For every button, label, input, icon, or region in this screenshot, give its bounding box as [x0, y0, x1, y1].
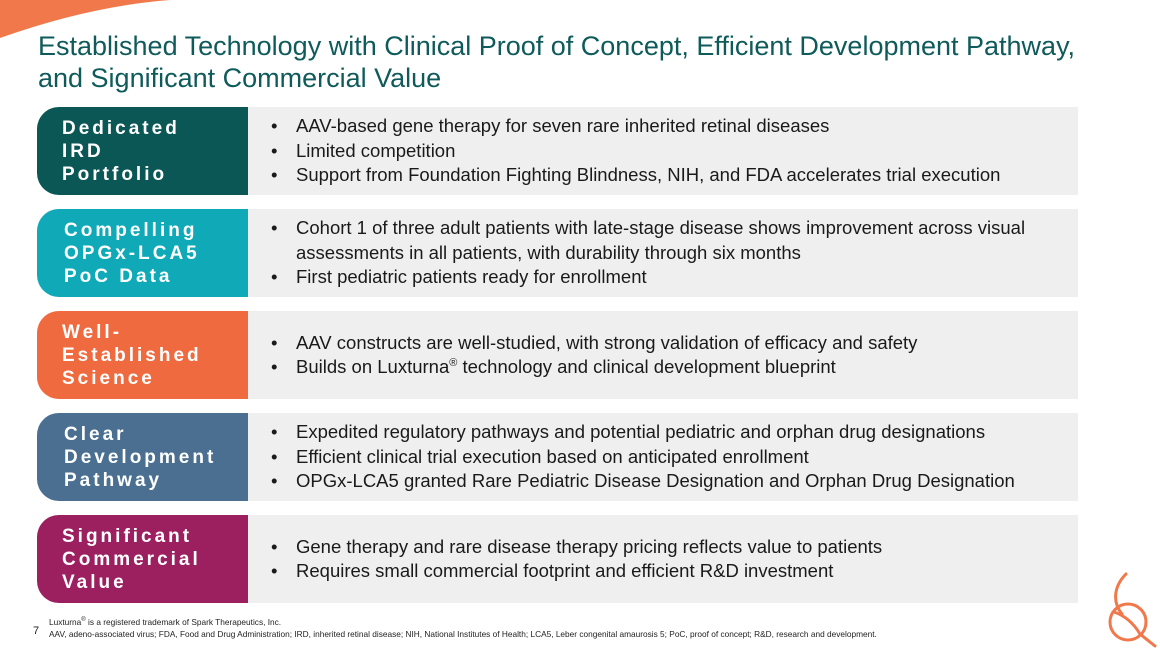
content-panel — [248, 413, 1078, 501]
bullet-item: • Gene therapy and rare disease therapy pricing reflects value to patients — [269, 535, 882, 560]
row-dedicated-ird-portfolio — [37, 107, 1078, 195]
bullet-item: • First pediatric patients ready for enrollment — [269, 265, 1069, 290]
footnote-text: Luxturna — [49, 617, 82, 627]
bullet-item: • Support from Foundation Fighting Blindness, NIH, and FDA accelerates trial execution — [269, 163, 1000, 188]
bullet-text: Builds on Luxturna — [296, 356, 450, 377]
bullet-item: • OPGx-LCA5 granted Rare Pediatric Disease Designation and Orphan Drug Designation — [269, 469, 1015, 494]
label-line: IRD — [62, 140, 104, 162]
swirl-logo-icon — [1100, 572, 1158, 650]
footnotes — [49, 616, 877, 640]
row-well-established-science — [37, 311, 1078, 399]
label-line: Pathway — [64, 469, 163, 491]
content-panel — [248, 209, 1078, 297]
registered-mark: ® — [81, 617, 86, 624]
label-line: OPGx-LCA5 — [64, 242, 200, 264]
label-line: Well- — [62, 321, 123, 343]
label-compelling-poc-data — [37, 209, 248, 297]
content-panel — [248, 515, 1078, 603]
trademark-note — [49, 616, 877, 628]
footnote-text: is a registered trademark of Spark Therapeutics, Inc. — [85, 617, 282, 627]
label-clear-development-pathway — [37, 413, 248, 501]
page-number: 7 — [33, 625, 40, 637]
label-line: Science — [62, 367, 155, 389]
label-dedicated-ird-portfolio — [37, 107, 248, 195]
bullet-item — [269, 355, 917, 380]
bullet-item: • AAV-based gene therapy for seven rare inherited retinal diseases — [269, 114, 1000, 139]
label-line: PoC Data — [64, 265, 173, 287]
registered-mark: ® — [449, 356, 458, 369]
bullet-text: technology and clinical development blueprint — [457, 356, 836, 377]
label-line: Dedicated — [62, 117, 180, 139]
label-line: Portfolio — [62, 163, 168, 185]
bullet-list — [269, 535, 882, 584]
bullet-list — [269, 114, 1000, 188]
content-panel — [248, 311, 1078, 399]
bullet-item: • Expedited regulatory pathways and potential pediatric and orphan drug designations — [269, 420, 1015, 445]
label-line: Significant — [62, 525, 193, 547]
bullet-item: • Efficient clinical trial execution based on anticipated enrollment — [269, 445, 1015, 470]
row-compelling-poc-data — [37, 209, 1078, 297]
label-line: Established — [62, 344, 202, 366]
label-line: Development — [64, 446, 217, 468]
bullet-list — [269, 216, 1069, 290]
row-significant-commercial-value — [37, 515, 1078, 603]
label-line: Clear — [64, 423, 127, 445]
abbreviations-note: AAV, adeno-associated virus; FDA, Food and Drug Administration; IRD, inherited retinal disease; NIH, National Institutes of Health; LCA5, Leber congenital amaurosis 5; PoC, proof of concept; R&D, research and development. — [49, 629, 877, 639]
bullet-item: • Limited competition — [269, 139, 1000, 164]
label-line: Compelling — [64, 219, 198, 241]
label-line: Commercial — [62, 548, 201, 570]
content-panel — [248, 107, 1078, 195]
bullet-item: • Requires small commercial footprint and efficient R&D investment — [269, 559, 882, 584]
page-title: Established Technology with Clinical Proof of Concept, Efficient Development Pathway, and Significant Commercial Value — [38, 31, 1076, 93]
bullet-item: • AAV constructs are well-studied, with strong validation of efficacy and safety — [269, 331, 917, 356]
label-line: Value — [62, 571, 127, 593]
bullet-list — [269, 331, 917, 380]
label-significant-commercial-value — [37, 515, 248, 603]
bullet-item: • Cohort 1 of three adult patients with late-stage disease shows improvement across visual assessments in all patients, with durability through six months — [269, 216, 1069, 265]
label-well-established-science — [37, 311, 248, 399]
bullet-list — [269, 420, 1015, 494]
row-clear-development-pathway — [37, 413, 1078, 501]
